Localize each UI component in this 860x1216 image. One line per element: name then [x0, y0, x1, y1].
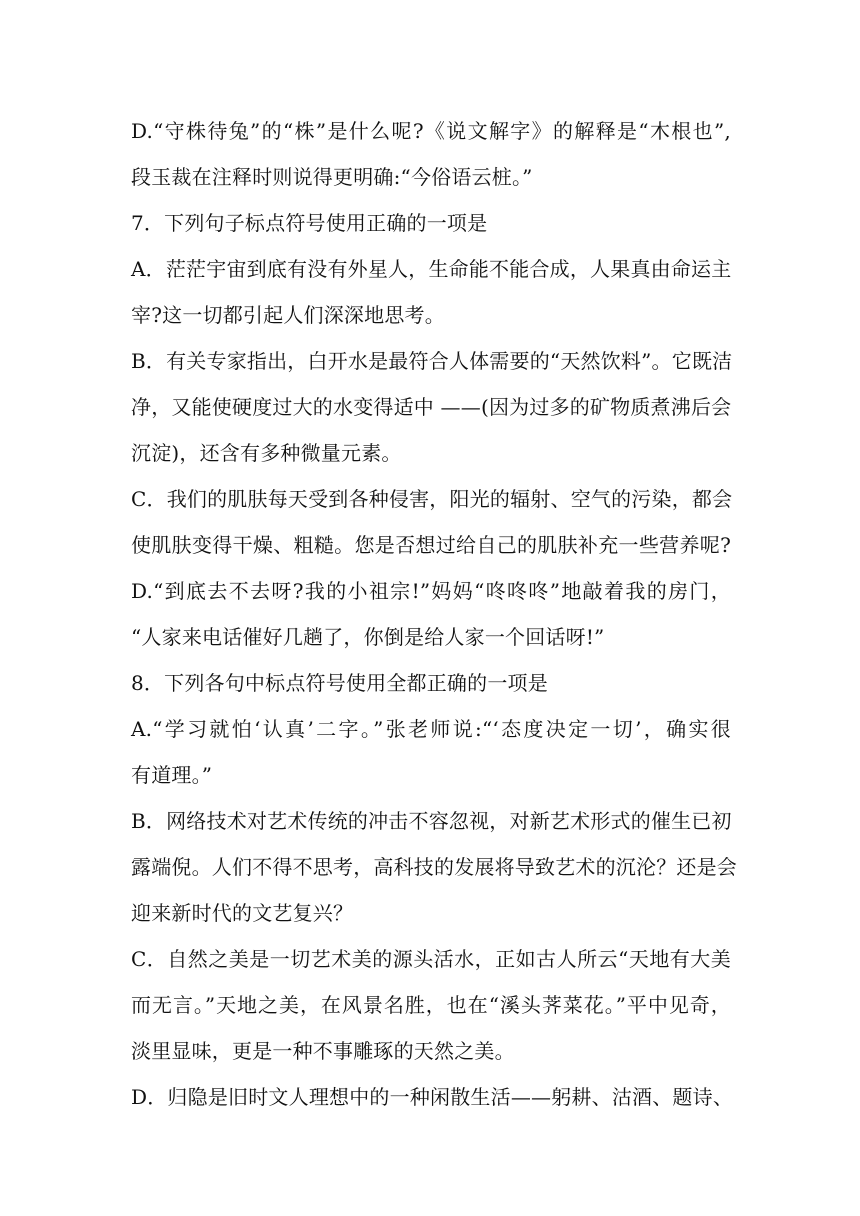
text-line: 有道理。”: [131, 763, 213, 787]
text-line: 净，又能使硬度过大的水变得适中 ——(因为过多的矿物质煮沸后会: [131, 395, 732, 419]
text-line: 淡里显味，更是一种不事雕琢的天然之美。: [131, 1039, 515, 1063]
question-7-stem: 7．下列句子标点符号使用正确的一项是: [131, 211, 488, 235]
question-8-option-d: D．归隐是旧时文人理想中的一种闲散生活——躬耕、沽酒、题诗、: [131, 1085, 734, 1109]
document-body: [131, 108, 737, 1120]
question-7-option-a: A．茫茫宇宙到底有没有外星人，生命能不能合成，人果真由命运主: [131, 257, 732, 281]
question-8-option-c: C．自然之美是一切艺术美的源头活水，正如古人所云“天地有大美: [131, 947, 731, 971]
text-line: 使肌肤变得干燥、粗糙。您是否想过给自己的肌肤补充一些营养呢?: [131, 533, 731, 557]
question-8-option-b: B．网络技术对艺术传统的冲击不容忽视，对新艺术形式的催生已初: [131, 809, 732, 833]
question-8-option-a: A.“学习就怕‘认真’二字。”张老师说:“‘态度决定一切’，确实很: [131, 717, 731, 741]
text-line: 宰?这一切都引起人们深深地思考。: [131, 303, 445, 327]
question-8-stem: 8．下列各句中标点符号使用全都正确的一项是: [131, 671, 548, 695]
question-7-option-c: C．我们的肌肤每天受到各种侵害，阳光的辐射、空气的污染，都会: [131, 487, 733, 511]
question-7-option-b: B．有关专家指出，白开水是最符合人体需要的“天然饮料”。它既洁: [131, 349, 733, 373]
question-7-option-d: D.“到底去不去呀?我的小祖宗!”妈妈“咚咚咚”地敲着我的房门，: [131, 579, 731, 603]
text-line: D.“守株待兔”的“株”是什么呢?《说文解字》的解释是“木根也”,: [131, 119, 731, 143]
text-line: 沉淀)，还含有多种微量元素。: [131, 441, 402, 465]
text-line: 迎来新时代的文艺复兴？: [131, 901, 354, 925]
text-line: 露端倪。人们不得不思考，高科技的发展将导致艺术的沉沦？还是会: [131, 855, 737, 879]
text-line: 而无言。”天地之美，在风景名胜，也在“溪头荠菜花。”平中见奇，: [131, 993, 731, 1017]
text-line: 段玉裁在注释时则说得更明确:“今俗语云桩。”: [131, 165, 533, 189]
text-line: “人家来电话催好几趟了，你倒是给人家一个回话呀!”: [131, 625, 605, 649]
